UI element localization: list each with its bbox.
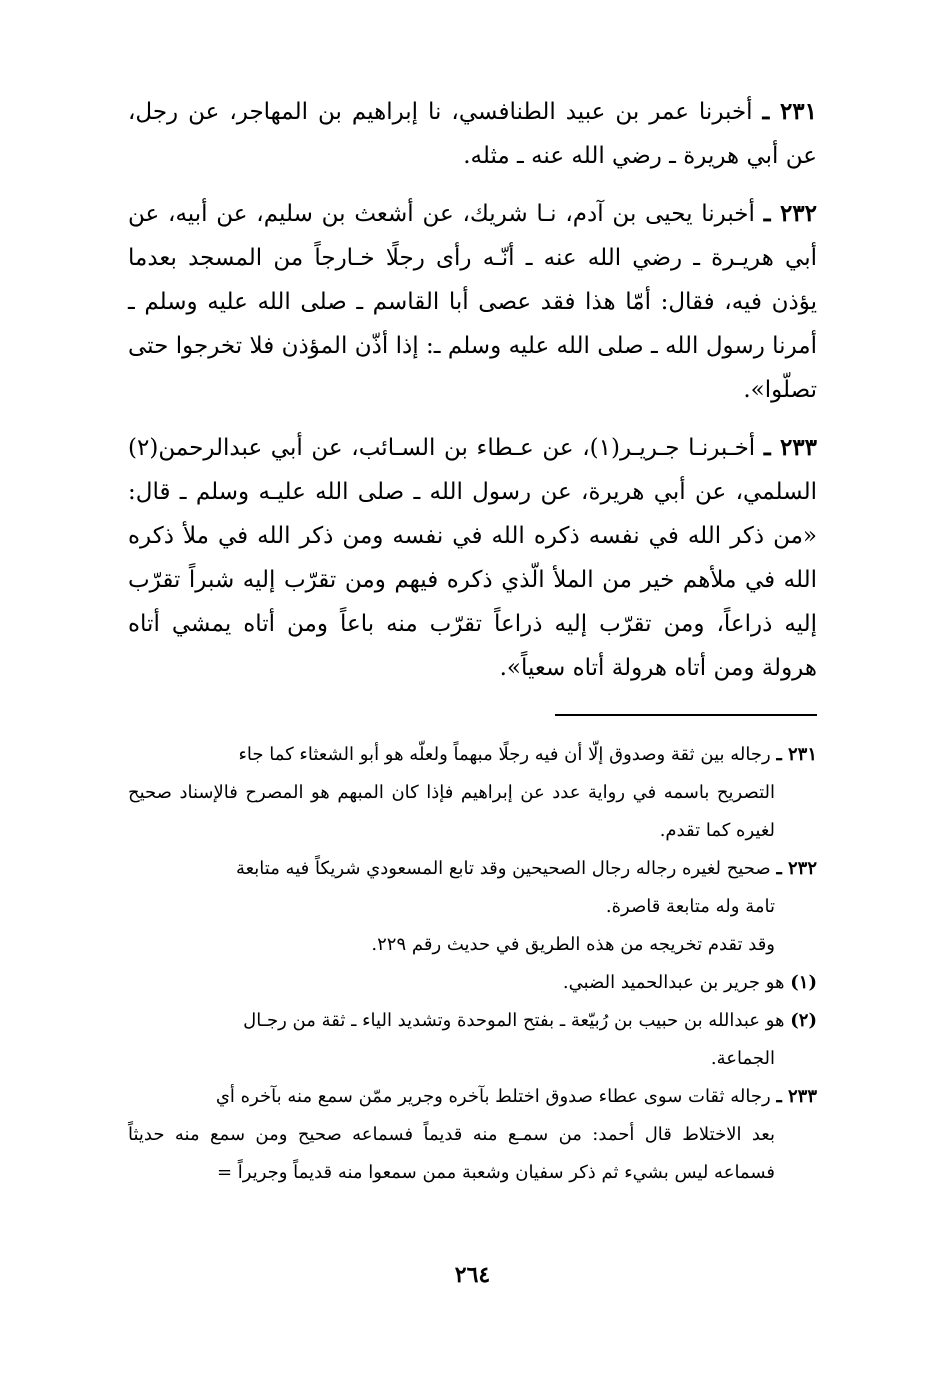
footnote-text: هو عبدالله بن حبيب بن رُبيّعة ـ بفتح الموحدة وتشديد الياء ـ ثقة من رجـال [243, 1010, 785, 1031]
footnote-text: هو جرير بن عبدالحميد الضبي. [562, 972, 785, 993]
note-text-cont: التصريح باسمه في رواية عدد عن إبراهيم فإذا كان المبهم هو المصرح فالإسناد صحيح لغيره كما تقدم. [128, 782, 775, 841]
hadith-number: ٢٣٣ ـ [763, 434, 817, 461]
hadith-number: ٢٣٢ ـ [763, 200, 817, 227]
note-text-extra: وقد تقدم تخريجه من هذه الطريق في حديث رقم ٢٢٩. [371, 934, 775, 955]
page-body [128, 90, 817, 1337]
note-231 [128, 736, 817, 850]
footnote-divider [555, 714, 817, 716]
note-text: صحيح لغيره رجاله رجال الصحيحين وقد تابع المسعودي شريكاً فيه متابعة [235, 858, 771, 879]
note-text-cont: بعد الاختلاط قال أحمد: من سمـع منه قديماً فسماعه صحيح ومن سمع منه حديثاً فسماعه ليس بشيء ثم ذكر سفيان وشعبة ممن سمعوا منه قديماً وجريراً = [128, 1124, 775, 1183]
note-number: ٢٣٢ ـ [776, 858, 817, 879]
hadith-231 [128, 90, 817, 178]
hadith-text: أخبرنا يحيى بن آدم، نـا شريك، عن أشعث بن سليم، عن أبيه، عن أبي هريـرة ـ رضي الله عنه ـ أنّـه رأى رجلًا خـارجاً من المسجد بعدما يؤذن فيه، فقال: أمّا هذا فقد عصى أبا القاسم ـ صلى الله عليه وسلم ـ أمرنا رسول الله ـ صلى الله عليه وسلم ـ: إذا أذّن المؤذن فلا تخرجوا حتى تصلّوا». [128, 201, 817, 403]
hadith-233 [128, 426, 817, 690]
footnote-text-cont: الجماعة. [710, 1048, 775, 1069]
note-number: ٢٣٣ ـ [776, 1086, 817, 1107]
footnote-2 [128, 1002, 817, 1078]
footnotes [128, 736, 817, 1192]
note-text: رجاله ثقات سوى عطاء صدوق اختلط بآخره وجرير ممّن سمع منه بآخره أي [215, 1086, 771, 1107]
page-number: ٢٦٤ [454, 1262, 491, 1288]
footnote-marker: (١) [790, 972, 817, 993]
note-text-cont: تامة وله متابعة قاصرة. [605, 896, 775, 917]
hadith-232 [128, 192, 817, 412]
main-text [128, 90, 817, 690]
footnote-marker: (٢) [790, 1010, 817, 1031]
note-233 [128, 1078, 817, 1192]
note-232 [128, 850, 817, 964]
footnote-1 [128, 964, 817, 1002]
hadith-text: أخـبرنـا جـريـر(١)، عن عـطاء بن السـائب، عن أبي عبدالرحمن(٢) السلمي، عن أبي هريرة، عن رسول الله ـ صلى الله عليـه وسلم ـ قال: «من ذكر الله في نفسه ذكره الله في نفسه ومن ذكر الله في ملأ ذكره الله في ملأهم خير من الملأ الّذي ذكره فيهم ومن تقرّب إليه شبراً تقرّب إليه ذراعاً، ومن تقرّب إليه ذراعاً تقرّب منه باعاً ومن أتاه يمشي أتاه هرولة ومن أتاه هرولة أتاه سعياً». [128, 435, 817, 681]
note-text: رجاله بين ثقة وصدوق إلّا أن فيه رجلًا مبهماً ولعلّه هو أبو الشعثاء كما جاء [238, 744, 771, 765]
note-number: ٢٣١ ـ [776, 744, 817, 765]
hadith-text: أخبرنا عمر بن عبيد الطنافسي، نا إبراهيم بن المهاجر، عن رجل، عن أبي هريرة ـ رضي الله عنه ـ مثله. [128, 99, 817, 169]
hadith-number: ٢٣١ ـ [762, 98, 817, 125]
